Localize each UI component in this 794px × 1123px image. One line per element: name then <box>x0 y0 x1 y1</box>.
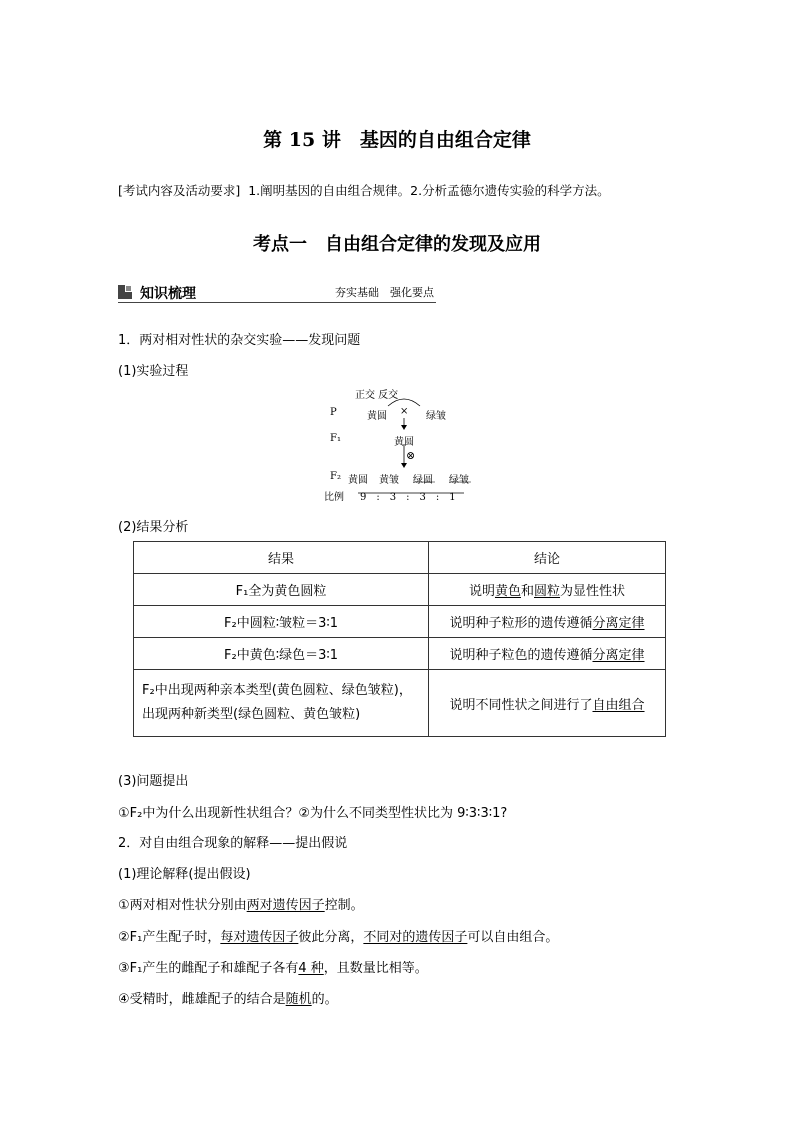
cross-f2-pheno: 绿皱 <box>449 475 469 486</box>
table-header: 结果 <box>134 542 429 574</box>
section-2-title: 2．对自由组合现象的解释——提出假说 <box>118 836 348 851</box>
cross-ratio-label: 比例 <box>324 492 344 503</box>
knowledge-bar-label: 知识梳理 <box>140 286 196 302</box>
cross-mark: × <box>400 406 409 417</box>
page-title: 第 15 讲 基因的自由组合定律 <box>263 129 531 151</box>
table-cell-conclusion: 说明种子粒形的遗传遵循分离定律 <box>429 606 666 638</box>
table-cell-conclusion: 说明黄色和圆粒为显性性状 <box>429 574 666 606</box>
table-row <box>134 670 666 737</box>
list-item: ②F₁产生配子时，每对遗传因子彼此分离，不同对的遗传因子可以自由组合。 <box>118 930 559 945</box>
cross-p-left: 黄圆 <box>367 411 387 422</box>
knowledge-bar <box>118 283 436 303</box>
table-cell-result: F₂中圆粒∶皱粒＝3∶1 <box>134 606 429 638</box>
table-header: 结论 <box>429 542 666 574</box>
underlined-term: 不同对的遗传因子 <box>363 930 468 945</box>
table-row <box>134 574 666 606</box>
table-cell-result: F₁全为黄色圆粒 <box>134 574 429 606</box>
cross-zheng-fan: 正交 反交 <box>355 390 399 401</box>
cross-f2-label: F₂ <box>330 471 341 482</box>
knowledge-square-icon <box>118 285 132 299</box>
cross-diagram <box>318 384 478 504</box>
question-text: ①F₂中为什么出现新性状组合？②为什么不同类型性状比为 9∶3∶3∶1? <box>118 806 508 821</box>
knowledge-bar-rule <box>118 302 436 303</box>
cross-f2-pheno: 黄皱 <box>379 475 399 486</box>
underlined-term: 黄色 <box>494 584 521 599</box>
table-row <box>134 638 666 670</box>
underlined-term: 两对遗传因子 <box>246 898 325 913</box>
underlined-term: 每对遗传因子 <box>220 930 299 945</box>
section-1-1: (1)实验过程 <box>118 364 189 379</box>
underlined-term: 圆粒 <box>534 584 561 599</box>
underlined-term: 分离定律 <box>592 648 645 663</box>
list-item: ①两对相对性状分别由两对遗传因子控制。 <box>118 898 364 913</box>
list-item: ③F₁产生的雌配子和雄配子各有4 种，且数量比相等。 <box>118 961 428 976</box>
requirements-line <box>118 181 610 199</box>
underlined-term: 自由组合 <box>592 697 645 713</box>
requirements-label: [考试内容及活动要求] <box>118 183 241 198</box>
underlined-term: 随机 <box>285 992 312 1007</box>
result-table <box>133 541 666 737</box>
section-2-1: (1)理论解释(提出假设) <box>118 867 251 882</box>
section-heading: 考点一 自由组合定律的发现及应用 <box>253 234 541 255</box>
table-cell-conclusion: 说明种子粒色的遗传遵循分离定律 <box>429 638 666 670</box>
cross-f2-pheno: 黄圆 <box>348 475 368 486</box>
table-cell-result: F₂中出现两种亲本类型(黄色圆粒、绿色皱粒)， 出现两种新类型(绿色圆粒、黄色皱粒) <box>134 670 429 737</box>
table-cell-conclusion: 说明不同性状之间进行了自由组合 <box>429 670 666 737</box>
cross-f1-pheno: 黄圆 <box>394 437 414 448</box>
underlined-term: 4 种 <box>298 961 324 976</box>
cross-p-right: 绿皱 <box>426 411 446 422</box>
section-1-3: (3)问题提出 <box>118 774 189 789</box>
cross-f1-label: F₁ <box>330 433 341 444</box>
cross-p-label: P <box>330 407 337 418</box>
table-cell-result: F₂中黄色∶绿色＝3∶1 <box>134 638 429 670</box>
cross-f2-pheno: 绿圆 <box>413 475 433 486</box>
requirements-text: 1.阐明基因的自由组合规律。2.分析孟德尔遗传实验的科学方法。 <box>248 183 610 198</box>
section-1-title: 1．两对相对性状的杂交实验——发现问题 <box>118 333 361 348</box>
underlined-term: 分离定律 <box>592 616 645 631</box>
self-cross-icon: ⊗ <box>406 449 416 462</box>
knowledge-bar-subtitle: 夯实基础 强化要点 <box>335 286 434 299</box>
table-row <box>134 606 666 638</box>
list-item: ④受精时，雌雄配子的结合是随机的。 <box>118 992 338 1007</box>
section-1-2: (2)结果分析 <box>118 520 189 535</box>
cross-ratio: 9 : 3 : 3 : 1 <box>360 492 456 503</box>
